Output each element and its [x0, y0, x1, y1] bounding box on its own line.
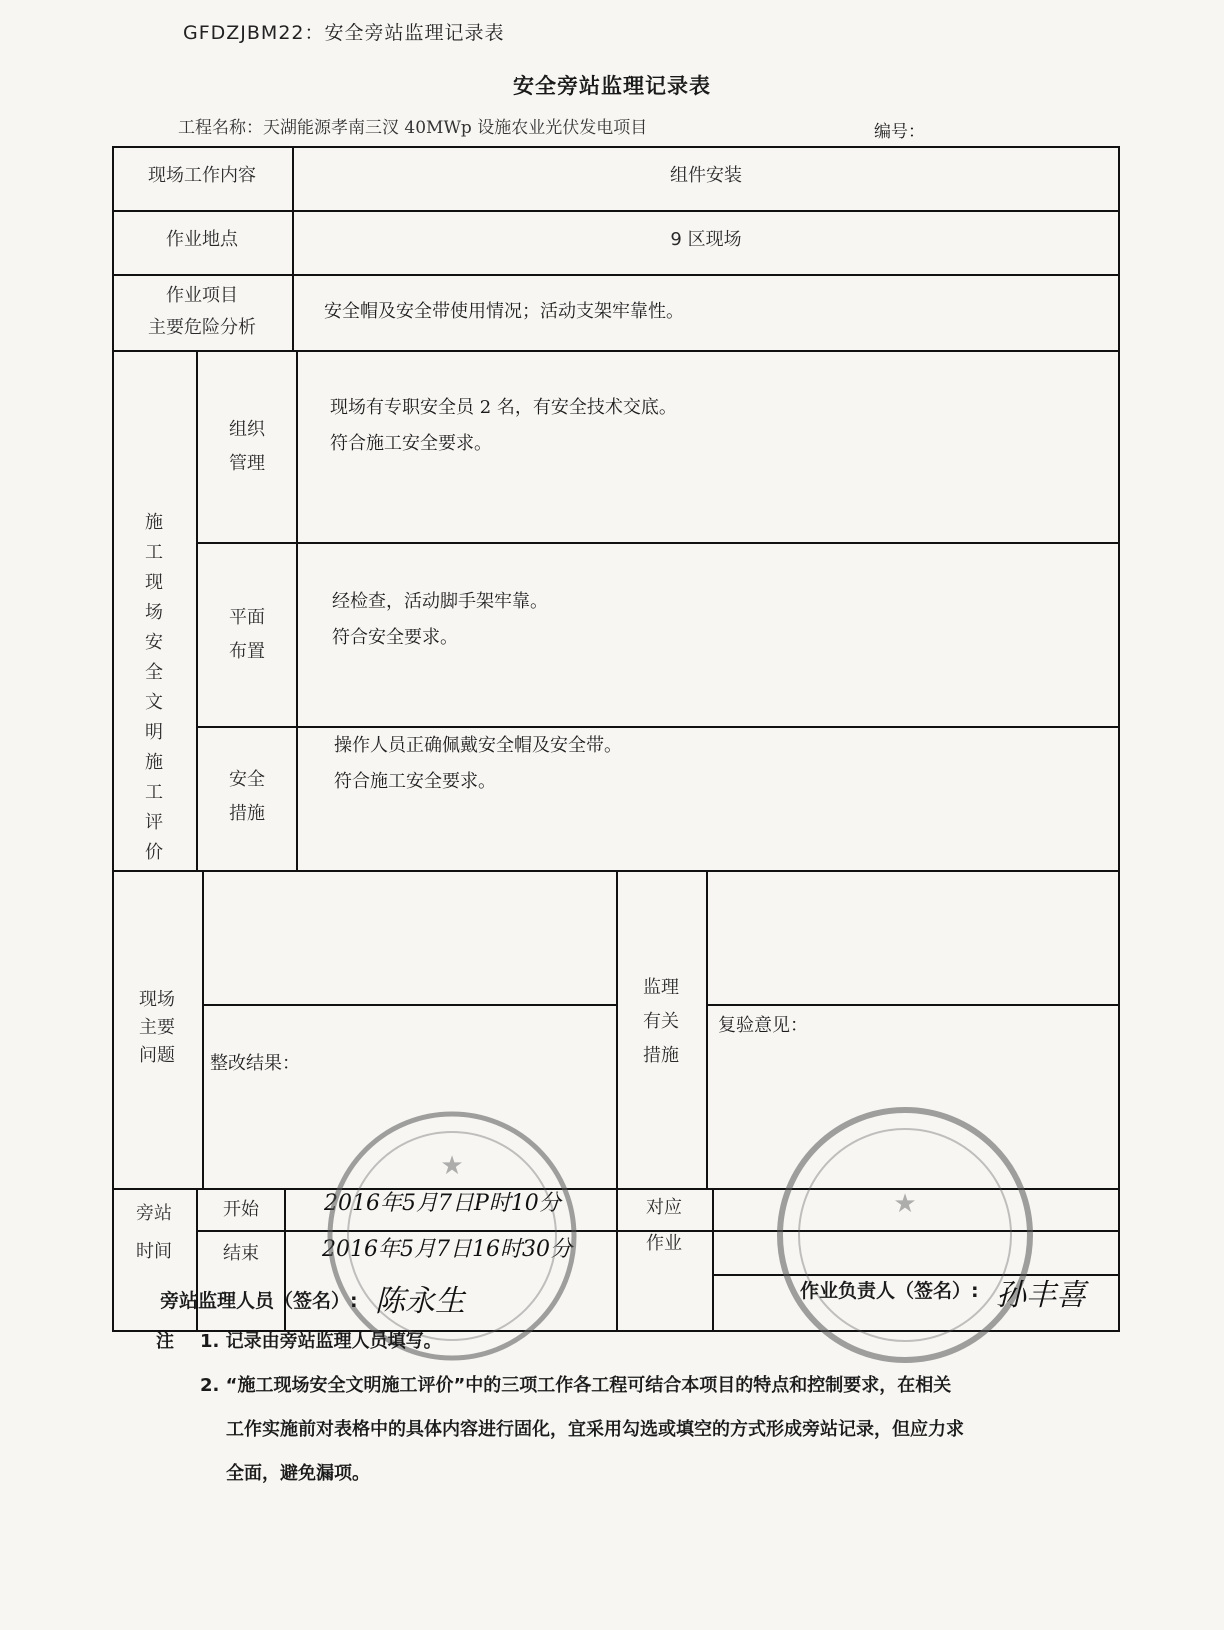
right-seal-stamp	[770, 1100, 1040, 1370]
safety-measures-label-1: 安全	[229, 769, 265, 790]
safety-measures-line-2: 符合施工安全要求。	[334, 771, 496, 792]
supervision-measures-label-2: 有关	[643, 1011, 679, 1032]
supervision-measures-label-3: 措施	[643, 1045, 679, 1066]
project-name: 工程名称：天湖能源孝南三汊 40MWp 设施农业光伏发电项目	[178, 118, 648, 138]
issues-label-2: 主要	[139, 1017, 175, 1038]
start-time-label: 开始	[223, 1199, 259, 1220]
note-2-line-3: 全面，避免漏项。	[226, 1463, 370, 1484]
note-2-line-2: 工作实施前对表格中的具体内容进行固化，宜采用勾选或填空的方式形成旁站记录，但应力求	[226, 1419, 964, 1440]
issues-label-1: 现场	[139, 989, 175, 1010]
location-value: 9 区现场	[670, 229, 742, 250]
corresponding-work-label-1: 对应	[646, 1197, 682, 1218]
review-opinion-label: 复验意见：	[718, 1015, 808, 1036]
risk-value: 安全帽及安全带使用情况；活动支架牢靠性。	[324, 301, 684, 322]
note-1: 1. 记录由旁站监理人员填写。	[200, 1331, 442, 1352]
layout-line-2: 符合安全要求。	[332, 627, 458, 648]
risk-label-1: 作业项目	[166, 285, 238, 306]
corresponding-work-label-2: 作业	[646, 1233, 682, 1254]
issues-label-3: 问题	[139, 1045, 175, 1066]
work-leader-signature-label: 作业负责人（签名）:	[800, 1280, 979, 1302]
risk-label-2: 主要危险分析	[148, 317, 256, 338]
safety-measures-label-2: 措施	[229, 803, 265, 824]
timing-label-2: 时间	[136, 1241, 172, 1262]
notes-label: 注	[156, 1331, 174, 1352]
org-management-line-1: 现场有专职安全员 2 名，有安全技术交底。	[330, 397, 677, 418]
evaluation-section-label: 施 工 现 场 安 全 文 明 施 工 评 价	[145, 512, 163, 863]
work-content-value: 组件安装	[670, 165, 742, 186]
supervision-measures-label-1: 监理	[643, 977, 679, 998]
work-leader-signature: 孙丰喜	[996, 1278, 1086, 1313]
note-2-line-1: 2. “施工现场安全文明施工评价”中的三项工作各工程可结合本项目的特点和控制要求，在相关	[200, 1375, 952, 1396]
layout-line-1: 经检查，活动脚手架牢靠。	[332, 591, 548, 612]
start-time-value: 2016年5月7日P时10分	[324, 1191, 561, 1216]
timing-label-1: 旁站	[136, 1203, 172, 1224]
supervisor-signature: 陈永生	[375, 1284, 465, 1319]
end-time-value: 2016年5月7日16时30分	[322, 1237, 572, 1262]
document-code: GFDZJBM22：安全旁站监理记录表	[183, 22, 505, 44]
rectification-result-label: 整改结果：	[210, 1053, 300, 1074]
layout-label-1: 平面	[229, 607, 265, 628]
supervisor-signature-label: 旁站监理人员（签名）:	[160, 1290, 358, 1312]
page-title: 安全旁站监理记录表	[513, 74, 711, 98]
svg-text:★: ★	[440, 1151, 464, 1181]
svg-text:★: ★	[893, 1189, 917, 1219]
org-management-label-1: 组织	[229, 419, 265, 440]
layout-label-2: 布置	[229, 641, 265, 662]
org-management-line-2: 符合施工安全要求。	[330, 433, 492, 454]
safety-measures-line-1: 操作人员正确佩戴安全帽及安全带。	[334, 735, 622, 756]
end-time-label: 结束	[223, 1243, 259, 1264]
number-label: 编号：	[874, 122, 925, 142]
location-label: 作业地点	[166, 229, 238, 250]
work-content-label: 现场工作内容	[148, 165, 256, 186]
org-management-label-2: 管理	[229, 453, 265, 474]
